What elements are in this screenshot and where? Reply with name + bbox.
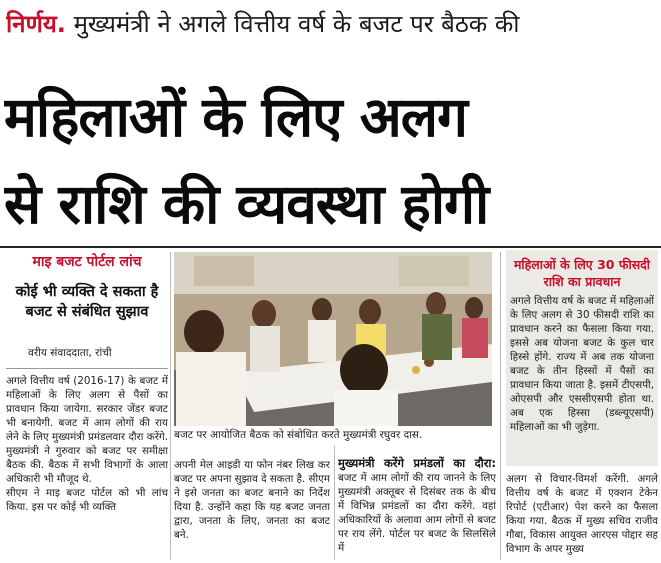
portal-heading: माइ बजट पोर्टल लांच <box>32 254 142 270</box>
meeting-photo <box>174 252 492 426</box>
kicker-text: मुख्यमंत्री ने अगले वित्तीय वर्ष के बजट पर बैठक की <box>73 10 520 38</box>
column-divider <box>500 252 501 560</box>
photo-caption: बजट पर आयोजित बैठक को संबोधित करते मुख्यमंत्री रघुवर दास. <box>174 429 423 441</box>
tour-text: बजट में आम लोगों की राय जानने के लिए मुख्यमंत्री अक्तूबर से दिसंबर तक के बीच में विभिन्न प्रमंडलों का दौरा करेंगे. वहां अधिकारियों के अलावा आम लोगों से बजट पर राय लेंगे. पोर्टल पर बजट के सिलसिले में <box>338 472 496 554</box>
middle-column-text: अपनी मेल आइडी या फोन नंबर लिख कर बजट पर अपना सुझाव दे सकता है. सीएम ने इसे जनता का बजट बनाने का निर्देश दिया है. उन्होंने कहा कि यह बजट जनता द्वारा, जनता के लिए, जनता का बजट बने. <box>174 459 330 541</box>
right-column-text: अलग से विचार-विमर्श करेंगी. अगले वित्तीय वर्ष के बजट में एक्शन टेकेन रिपोर्ट (एटीआर) पेश करने का फैसला किया गया. बैठक में मुख्य सचिव राजीव गौबा, विकास आयुक्त आरएस पोद्दार सह विभाग के अपर मुख्य <box>506 473 658 555</box>
kicker-label: निर्णय. <box>6 10 66 38</box>
headline-line-1: महिलाओं के लिए अलग <box>4 85 467 149</box>
sidebar-title: महिलाओं के लिए 30 फीसदी राशि का प्रावधान <box>513 257 651 289</box>
column-divider <box>170 252 171 560</box>
kicker-line <box>6 8 656 40</box>
byline-divider <box>6 368 168 369</box>
portal-body: अगले वित्तीय वर्ष (2016-17) के बजट में महिलाओं के लिए अलग से पैसों का प्रावधान किया जायेगा. सरकार जेंडर बजट भी बनायेगी. बजट में आम लोगों की राय लेने के लिए मुख्यमंत्री प्रमंडलवार दौरा करेंगे. मुख्यमंत्री ने गुरुवार को बजट पर समीक्षा बैठक की. बैठक में सभी विभागों के आला अधिकारी भी मौजूद थे. सीएम ने माइ बजट पोर्टल को भी लांच किया. इस पर कोई भी व्यक्ति <box>6 375 168 513</box>
portal-subheading: कोई भी व्यक्ति दे सकता है बजट से संबंधित सुझाव <box>15 284 159 320</box>
headline-line-2: से राशि की व्यवस्था होगी <box>4 172 489 236</box>
column-divider <box>334 446 335 560</box>
tour-heading: मुख्यमंत्री करेंगे प्रमंडलों का दौरा: <box>338 456 496 470</box>
tour-section <box>338 456 496 560</box>
headline-divider <box>0 246 661 248</box>
sidebar-body: अगले वित्तीय वर्ष के बजट में महिलाओं के लिए अलग से 30 फीसदी राशि का प्रावधान करने का फैसला किया गया. इससे अब योजना बजट के कुल चार हिस्से होंगे. राज्य में अब तक योजना बजट के तीन हिस्सों में पैसों का प्रावधान किया जाता है. इसमें टीएसपी, ओएसपी और एससीएसपी होता था. अब एक हिस्सा (डब्ल्यूएसपी) महिलाओं का भी जुड़ेगा. <box>510 295 654 433</box>
byline: वरीय संवाददाता, रांची <box>28 347 112 359</box>
